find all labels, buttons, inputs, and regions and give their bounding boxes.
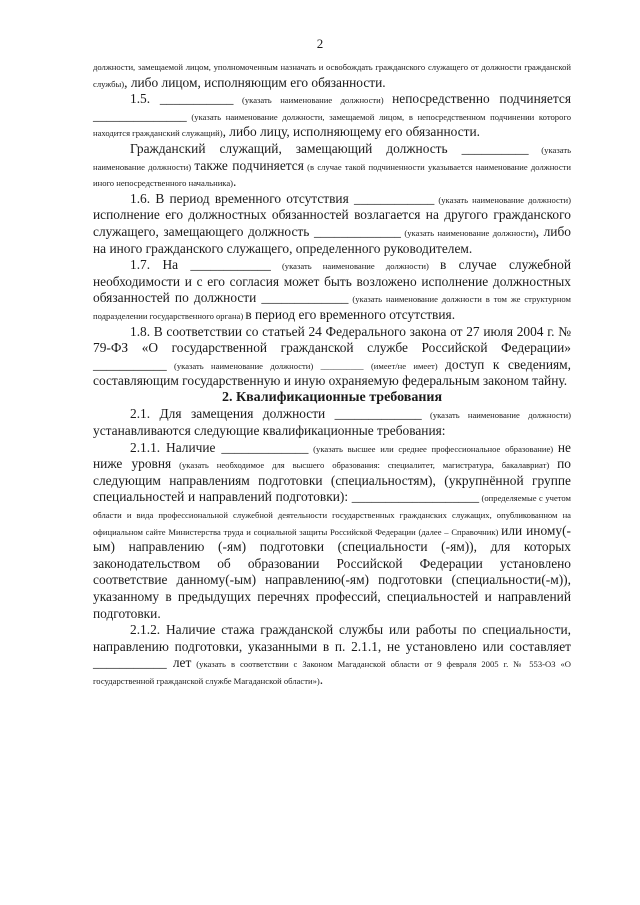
text-temporary-absence: в период его временного отсутствия.	[245, 306, 456, 322]
paragraph-also-subordinate	[93, 141, 571, 191]
paragraph-supervisor-continuation	[93, 58, 571, 91]
text-directly-subordinate: непосредственно подчиняется ______________	[93, 91, 571, 123]
note-position-name: (указать наименование должности)	[421, 410, 571, 421]
note-same-division-position: (указать наименование должности в том же структурном подразделении государственного органа)	[93, 294, 571, 321]
note-position-name: (указать наименование должности)	[434, 194, 571, 205]
text-1-8-federal-law: 1.8. В соответствии со статьей 24 Федерального закона от 27 июля 2004 г. № 79-ФЗ «О государственной гражданской службе Российской Федерации» ___________	[93, 323, 571, 372]
paragraph-2-1	[93, 406, 571, 439]
text-2-1-2-experience: 2.1.2. Наличие стажа гражданской службы или работы по специальности, направлению подготовки, указанными в п. 2.1.1, не установлено или составляет ___________ лет	[93, 622, 571, 671]
paragraph-2-1-2	[93, 622, 571, 688]
text-duties-assigned: исполнение его должностных обязанностей возлагается на другого гражданского служащего, замещающего должность _____________	[93, 207, 571, 239]
note-education-level: (указать необходимое для высшего образования: специалитет, магистратура, бакалавриат)	[171, 460, 558, 471]
text-1-5-number: 1.5. ___________	[130, 91, 234, 107]
text-1-7-number: 1.7. На ____________	[130, 257, 271, 273]
paragraph-1-5	[93, 91, 571, 141]
section-heading: 2. Квалификационные требования	[221, 389, 443, 405]
paragraph-1-8	[93, 324, 571, 390]
note-regional-law: (указать в соответствии с Законом Магаданской области от 9 февраля 2005 г. № 553-ОЗ «О государственной гражданской службе Магаданской области»)	[93, 659, 571, 686]
paragraph-1-7	[93, 257, 571, 323]
note-education-type: (указать высшее или среднее профессиональное образование)	[308, 443, 558, 454]
note-other-superior: (в случае такой подчиненности указывается наименование должности иного непосредственного начальника)	[93, 161, 571, 189]
text-requirements-intro: устанавливаются следующие квалификационные требования:	[93, 423, 446, 439]
note-reference-book: (определяемые с учетом области и вида профессиональной служебной деятельности государственных гражданских служащих, опубликованном на официальном сайте Министерства труда и социальной защиты Российской Федерации (далее – Справочник)	[93, 493, 571, 537]
paragraph-1-6	[93, 191, 571, 257]
text-2-1-number: 2.1. Для замещения должности _____________	[130, 406, 422, 422]
note-position-name: (указать наименование должности)	[233, 95, 393, 106]
text-training-directions: по следующим направлениям подготовки (специальностям), (укрупнённой группе специальностей и направлений подготовки): ___________________	[93, 456, 571, 505]
text-period: .	[233, 174, 237, 190]
text-not-below-level: не ниже уровня	[93, 439, 572, 472]
paragraph-2-1-1	[93, 440, 571, 623]
text-secret-access: доступ к сведениям, составляющим государственную и иную охраняемую федеральным законом тайну.	[93, 356, 571, 389]
text-2-1-1-number: 2.1.1. Наличие _____________	[130, 439, 309, 455]
document-body	[93, 58, 571, 689]
note-superior-position: (указать наименование должности, замещаемой лицом, в непосредственном подчинении которого находится гражданский служащий)	[93, 111, 571, 139]
text-or-deputy: , либо лицу, исполняющему его обязанности.	[222, 124, 481, 140]
page-number: 2	[316, 36, 324, 51]
text-also-subordinate: также подчиняется	[194, 157, 304, 173]
note-position-name: (указать наименование должности)	[93, 144, 571, 172]
text-equivalent-directions: или иному(-ым) направлению (-ям) подготовки (специальности (-ям)), для которых законодательством об образовании Российской Федерации установлено соответствие данному(-ым) направлению(-ям) подготовки (специальности(-м)), указанному в предыдущих перечнях профессий, специальностей и направлений подготовки.	[93, 522, 571, 621]
note-has-access: (указать наименование должности) __________ (имеет/не имеет)	[166, 360, 446, 371]
text-service-necessity: в случае служебной необходимости и с его согласия может быть возложено исполнение должностных обязанностей по должности _____________	[93, 257, 571, 306]
text-supervisor-deputy: , либо лицом, исполняющим его обязанности.	[124, 74, 386, 90]
text-1-6-absence: 1.6. В период временного отсутствия ____________	[130, 190, 435, 206]
text-period: .	[319, 671, 324, 687]
note-position-name: (указать наименование должности)	[400, 227, 536, 238]
note-position-name: (указать наименование должности)	[270, 261, 440, 272]
text-civil-servant-position: Гражданский служащий, замещающий должность __________	[130, 140, 529, 156]
text-by-head: , либо на иного гражданского служащего, определенного руководителем.	[93, 223, 571, 256]
note-supervisor-position: должности, замещаемой лицом, уполномоченным назначать и освобождать гражданского служащего от должности гражданской службы)	[93, 62, 571, 89]
